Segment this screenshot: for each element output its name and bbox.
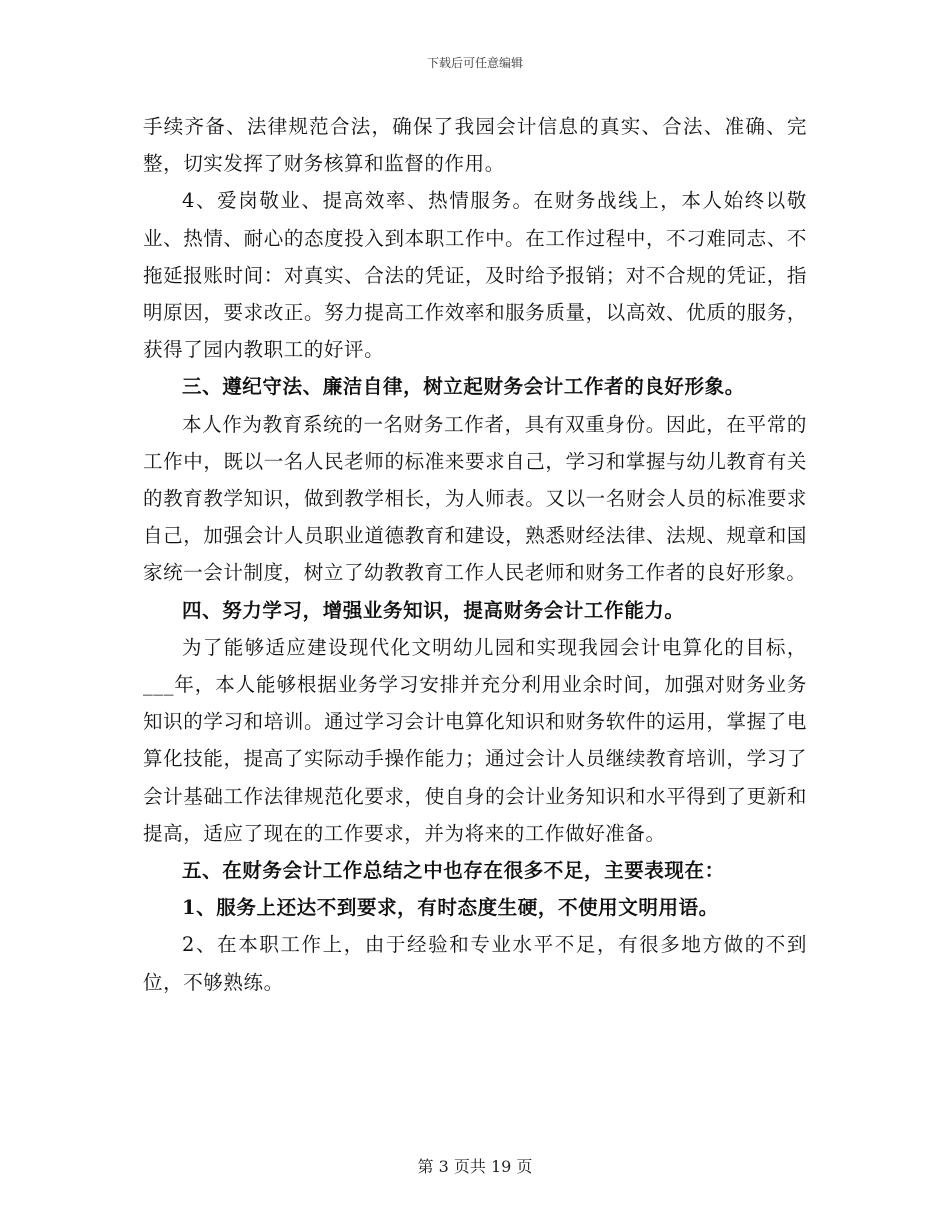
section-heading-3: 三、遵纪守法、廉洁自律，树立起财务会计工作者的良好形象。 xyxy=(182,375,745,399)
page-header: 下载后可任意编辑 xyxy=(426,56,523,70)
paragraph-item-5-2: 2、在本职工作上，由于经验和专业水平不足，有很多地方做的不到位，不够熟练。 xyxy=(143,933,807,994)
section-heading-4: 四、努力学习，增强业务知识，提高财务会计工作能力。 xyxy=(182,598,685,622)
document-body xyxy=(143,108,807,1001)
subheading-5-1: 1、服务上还达不到要求，有时态度生硬，不使用文明用语。 xyxy=(182,896,719,920)
section-heading-5: 五、在财务会计工作总结之中也存在很多不足，主要表现在： xyxy=(182,859,725,883)
paragraph-item-4: 4、爱岗敬业、提高效率、热情服务。在财务战线上，本人始终以敬业、热情、耐心的态度投入到本职工作中。在工作过程中，不刁难同志、不拖延报账时间：对真实、合法的凭证，及时给予报销；对不合规的凭证，指明原因，要求改正。努力提高工作效率和服务质量，以高效、优质的服务，获得了园内教职工的好评。 xyxy=(143,189,807,362)
paragraph-continuation: 手续齐备、法律规范合法，确保了我园会计信息的真实、合法、准确、完整，切实发挥了财务核算和监督的作用。 xyxy=(143,115,807,176)
paragraph-section-3: 本人作为教育系统的一名财务工作者，具有双重身份。因此，在平常的工作中，既以一名人民老师的标准来要求自己，学习和掌握与幼儿教育有关的教育教学知识，做到教学相长，为人师表。又以一名财会人员的标准要求自己，加强会计人员职业道德教育和建设，熟悉财经法律、法规、规章和国家统一会计制度，树立了幼教教育工作人民老师和财务工作者的良好形象。 xyxy=(143,412,807,585)
page-footer: 第 3 页共 19 页 xyxy=(417,1157,533,1176)
paragraph-section-4: 为了能够适应建设现代化文明幼儿园和实现我园会计电算化的目标，___年，本人能够根据业务学习安排并充分利用业余时间，加强对财务业务知识的学习和培训。通过学习会计电算化知识和财务软件的运用，掌握了电算化技能，提高了实际动手操作能力；通过会计人员继续教育培训，学习了会计基础工作法律规范化要求，使自身的会计业务知识和水平得到了更新和提高，适应了现在的工作要求，并为将来的工作做好准备。 xyxy=(143,635,807,845)
